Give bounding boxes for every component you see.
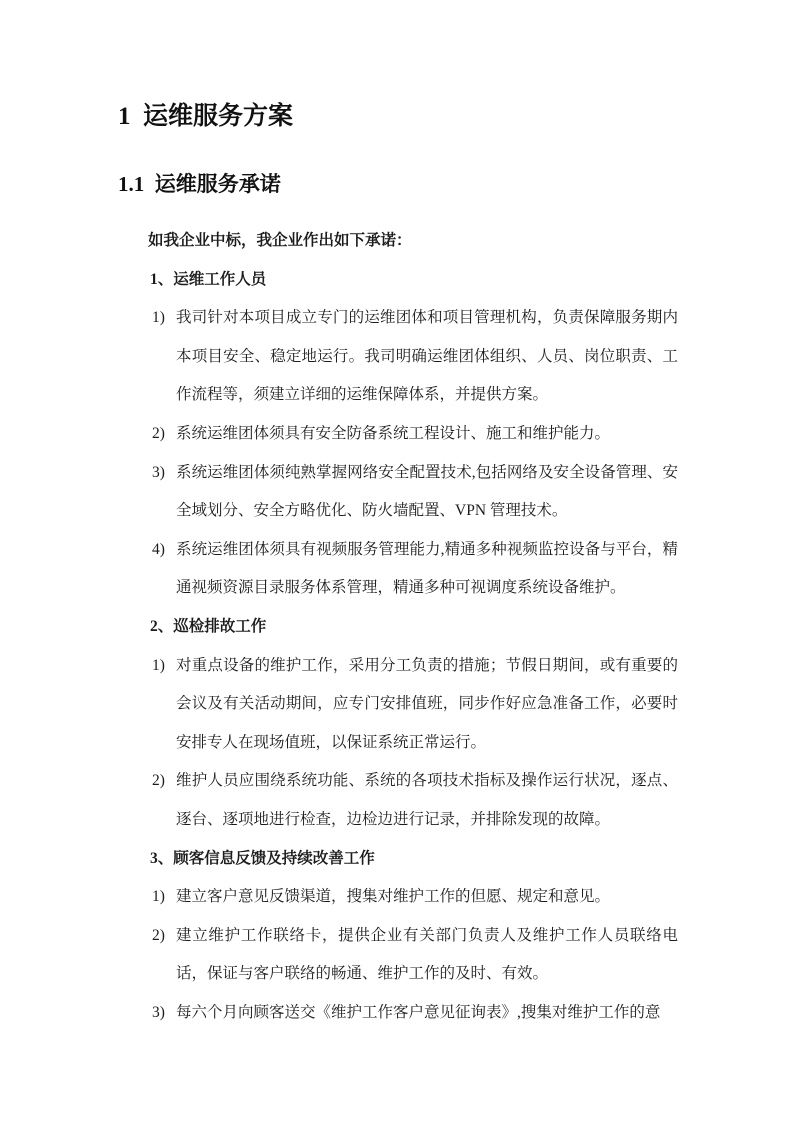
list-item xyxy=(118,454,678,531)
subsection-title-2: 2、巡检排故工作 xyxy=(150,617,267,635)
intro-paragraph: 如我企业中标，我企业作出如下承诺： xyxy=(148,232,412,249)
list-item-number: 2) xyxy=(152,772,165,790)
list-item-number: 2) xyxy=(152,926,165,944)
list-item-text: 对重点设备的维护工作，采用分工负责的措施；节假日期间，或有重要的会议及有关活动期间，应专门安排值班，同步作好应急准备工作，必要时安排专人在现场值班，以保证系统正常运行。 xyxy=(176,656,678,751)
list-item-text: 建立客户意见反馈渠道，搜集对维护工作的但愿、规定和意见。 xyxy=(176,888,611,906)
subsection-title-3: 3、顾客信息反馈及持续改善工作 xyxy=(150,849,375,867)
list-item-text: 每六个月向顾客送交《维护工作客户意见征询表》,搜集对维护工作的意 xyxy=(176,1003,661,1021)
list-item xyxy=(118,762,678,839)
list-item-number: 4) xyxy=(152,540,165,558)
section-heading: 1.1 运维服务承诺 xyxy=(118,172,281,196)
subsection-title-1: 1、运维工作人员 xyxy=(150,270,267,288)
document-body xyxy=(118,222,678,1032)
list-item-number: 1) xyxy=(152,888,165,906)
list-item xyxy=(118,647,678,763)
list-item-number: 2) xyxy=(152,424,165,442)
list-item-number: 1) xyxy=(152,656,165,674)
list-item xyxy=(118,878,678,917)
list-item-text: 系统运维团体须纯熟掌握网络安全配置技术,包括网络及安全设备管理、安全域划分、安全方略优化、防火墙配置、VPN 管理技术。 xyxy=(176,463,678,520)
list-item xyxy=(118,415,678,454)
list-item-text: 系统运维团体须具有安全防备系统工程设计、施工和维护能力。 xyxy=(176,424,611,442)
list-item-text: 系统运维团体须具有视频服务管理能力,精通多种视频监控设备与平台，精通视频资源目录服务体系管理，精通多种可视调度系统设备维护。 xyxy=(176,540,678,597)
document-content xyxy=(118,0,678,1032)
list-item-text: 维护人员应围绕系统功能、系统的各项技术指标及操作运行状况，逐点、逐台、逐项地进行检查，边检边进行记录，并排除发现的故障。 xyxy=(176,772,678,828)
list-item xyxy=(118,531,678,608)
chapter-heading: 1 运维服务方案 xyxy=(118,103,294,130)
list-item-text: 我司针对本项目成立专门的运维团体和项目管理机构，负责保障服务期内本项目安全、稳定地运行。我司明确运维团体组织、人员、岗位职责、工作流程等，须建立详细的运维保障体系，并提供方案。 xyxy=(176,309,678,404)
list-item-number: 1) xyxy=(152,309,165,327)
list-item xyxy=(118,994,678,1033)
list-item-text: 建立维护工作联络卡，提供企业有关部门负责人及维护工作人员联络电话，保证与客户联络的畅通、维护工作的及时、有效。 xyxy=(176,926,678,983)
list-item xyxy=(118,299,678,415)
list-item xyxy=(118,917,678,994)
list-item-number: 3) xyxy=(152,463,165,481)
list-item-number: 3) xyxy=(152,1003,165,1021)
